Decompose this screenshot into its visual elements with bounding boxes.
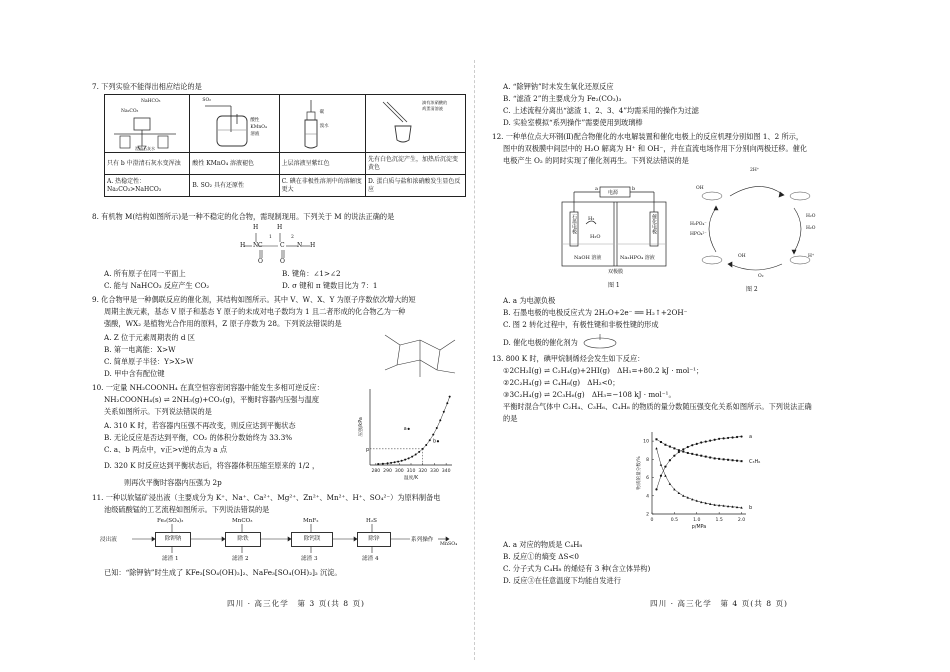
q10-option-a: A. 310 K 时，若容器内压强不再改变，则反应达到平衡状态 (104, 421, 296, 430)
flow-waste-1: 滤渣 1 (162, 556, 179, 562)
q13-x-tick-label: 2.0 (737, 518, 746, 523)
q12-figure-2 (690, 168, 820, 294)
q8-atom-h3: H (310, 242, 316, 249)
q10-y-axis-title: 压强/kPa (359, 417, 364, 437)
q13-x-tick-label: 1.5 (715, 518, 723, 523)
q7-b-label-kmno4: KMnO₄ (250, 125, 267, 130)
fig2-label-h2o1: H₂O (806, 214, 816, 219)
q7-d-label-1: 滴有浓硝酸的 (422, 100, 448, 105)
q8-option-d: D. σ 键和 π 键数目比为 7：1 (282, 281, 378, 290)
q11-option-b: B. “滤渣 2”的主要成分为 Fe₂(CO₃)₃ (503, 94, 622, 103)
q7-a-label-limewater: 澄清石灰水 (135, 146, 155, 151)
q7-b-label-so2: SO₂ (202, 98, 211, 103)
q10-data-point (408, 457, 410, 459)
q13-data-point (655, 447, 657, 449)
q13-series-label: a (749, 434, 753, 441)
q13-data-point (682, 451, 684, 453)
q10-data-point (443, 411, 445, 413)
q13-data-point (673, 447, 675, 449)
q13-data-point (709, 457, 711, 459)
q13-data-point (691, 453, 693, 455)
fig2-label-oh1: OH (696, 186, 704, 191)
flow-reagent-3: MnF₂ (303, 518, 319, 524)
q13-series-line (657, 437, 742, 490)
q11-option-c: C. 上述流程分离出“滤渣 1、2、3、4”均需采用的操作为过滤 (503, 106, 699, 115)
q7-apparatus-d-drawing (367, 96, 465, 152)
q9-line-3: 强酸，WX₂ 是植物光合作用的原料，Z 原子序数为 28。下列说法错误的是 (104, 319, 342, 328)
q10-x-tick-label: 320 (418, 469, 428, 474)
q8-option-a: A. 所有原子在同一平面上 (104, 269, 186, 278)
q13-data-point (678, 451, 680, 453)
fig2-label-h: H⁺ (808, 254, 815, 259)
flow-step-1: 除钾钠 (155, 532, 191, 547)
q10-curve (378, 397, 450, 464)
q8-structure (238, 224, 318, 268)
q10-data-point (446, 402, 448, 404)
q13-x-axis-title: p/MPa (691, 525, 707, 530)
q13-data-point (669, 459, 671, 461)
q13-data-point (682, 494, 684, 496)
q13-data-point (740, 435, 742, 437)
q10-data-point (394, 461, 396, 463)
flow-tail: 系列操作 (411, 537, 434, 543)
q9-line-1: 9. 化合物甲是一种偶联反应的催化剂，其结构如图所示。其中 V、W、X、Y 为原子序数依次增大的短 (92, 295, 416, 304)
q10-data-point (449, 396, 451, 398)
fig1-na2hpo4: Na₂HPO₄ 溶液 (620, 255, 655, 261)
q8-atom-h4: H (240, 242, 246, 249)
q7-b-label-solution: 溶液 (250, 132, 260, 137)
q13-data-point (655, 488, 657, 490)
q7-c-label-iodine: 碳 (319, 110, 325, 115)
q10-pressure-temperature-chart (356, 385, 456, 483)
q13-data-point (718, 438, 720, 440)
q9-option-b: B. 第一电离能：X>W (104, 345, 176, 354)
q10-p-label: p (366, 446, 370, 453)
flow-reagent-2: MnCO₃ (232, 518, 253, 524)
q10-data-point (418, 451, 420, 453)
q8-angle-2: 2 (291, 235, 294, 240)
q13-y-tick-label: 8 (646, 457, 649, 463)
q12-line-2: 图中的双极膜中间层中的 H₂O 解离为 H⁺ 和 OH⁻，并在直流电场作用下分别向两极迁移。催化 (503, 144, 808, 153)
q9-line-2: 周期主族元素，基态 V 原子和基态 Y 原子的未成对电子数均为 1 且二者形成的化合物乙为一种 (104, 307, 406, 316)
q7-phenomenon-c: 上层溶液呈紫红色 (279, 153, 365, 175)
q13-option-b: B. 反应①的熵变 ΔS<0 (503, 552, 579, 561)
q13-data-point (736, 460, 738, 462)
flow-waste-2: 滤渣 2 (232, 556, 249, 562)
q7-option-c: C. 碘在非极性溶剂中的溶解度更大 (279, 175, 365, 197)
fig2-label-2h: 2H⁺ (750, 168, 760, 173)
q10-data-point (415, 454, 417, 456)
q10-data-point (382, 463, 384, 465)
q13-data-point (732, 459, 734, 461)
page-fold-divider (474, 60, 475, 660)
q10-data-point (404, 459, 406, 461)
q8-atom-n1: N (253, 242, 259, 249)
q12-line-1: 12. 一种单位点大环钢(Ⅱ)配合物催化的水电解装置和催化电极上的反应机理分别如图 1、2 所示， (492, 132, 804, 141)
q7-apparatus-d (366, 95, 466, 153)
q13-option-a: A. a 对应的物质是 C₄H₈ (503, 540, 583, 549)
fig1-graphite-electrode: 石墨电极 (571, 214, 577, 234)
q11-line-2: 池级硫酸锰的工艺流程如图所示。下列说法错误的是 (104, 505, 270, 514)
q10-line-3: 关系如图所示。下列说法错误的是 (104, 407, 212, 416)
q10-x-tick-label: 330 (430, 469, 439, 474)
fig1-terminal-a: a (595, 186, 598, 192)
fig2-label-o2: O₂ (758, 274, 764, 279)
q10-data-point (425, 444, 427, 446)
q13-data-point (714, 457, 716, 459)
flow-step-3: 除钙镁 (291, 532, 333, 547)
q13-data-point (727, 459, 729, 461)
q10-data-point (387, 462, 389, 464)
q11-option-a: A. “除钾钠”时未发生氧化还原反应 (503, 82, 614, 91)
q7-phenomenon-d: 先有白色沉淀产生，加热后沉淀变黄色 (366, 153, 466, 175)
q10-data-point (436, 427, 438, 429)
fig2-label-hpo4: HPO₄²⁻ (690, 232, 707, 237)
fig1-power: 电源 (608, 190, 619, 196)
q11-line-1: 11. 一种以软锰矿浸出液（主要成分为 K⁺、Na⁺、Ca²⁺、Mg²⁺、Zn²⁺、Mn²⁺、H⁺、SO₄²⁻）为原料制备电 (92, 493, 441, 502)
q13-data-point (660, 441, 662, 443)
q10-data-point (401, 460, 403, 462)
q13-line-6: 的是 (503, 414, 518, 423)
q8-angle-1: 1 (269, 235, 272, 240)
q9-structure-diagram (375, 325, 465, 380)
q10-x-tick-label: 300 (394, 469, 404, 474)
q13-data-point (705, 440, 707, 442)
q13-y-tick-label: 10 (643, 439, 649, 445)
q13-data-point (714, 439, 716, 441)
q13-data-point (718, 458, 720, 460)
q13-data-point (709, 440, 711, 442)
q13-series-line (657, 448, 742, 507)
q13-series-line (657, 439, 742, 461)
fig2-caption: 图 2 (746, 286, 758, 293)
q13-option-c: C. 分子式为 C₄H₈ 的烯烃有 3 种(含立体异构) (503, 564, 651, 573)
q13-reaction-2: ②2C₂H₄(g) ⇌ C₄H₈(g) ΔH₂<0； (503, 378, 620, 387)
q13-data-point (673, 455, 675, 457)
fig2-label-h2o2: H₂O (806, 226, 816, 231)
q8-atom-h2: H (277, 224, 283, 231)
q13-data-point (660, 464, 662, 466)
fig1-catalytic-electrode: 催化电极 (651, 214, 657, 234)
q7-phenomenon-b: 酸性 KMnO₄ 溶液褪色 (190, 153, 279, 175)
q10-point-b-label: b (432, 438, 437, 445)
fig1-terminal-b: b (632, 186, 636, 192)
q7-table (104, 94, 466, 197)
q13-data-point (669, 483, 671, 485)
q9-option-d: D. 甲中含有配位键 (104, 369, 165, 378)
q12-option-d-catalyst-icon (580, 332, 620, 350)
flow-reagent-4: H₂S (366, 518, 377, 524)
q12-line-3: 电极产生 O₂ 的同时实现了催化剂再生。下列说法错误的是 (503, 156, 689, 165)
q13-data-point (727, 437, 729, 439)
right-footer: 四川 · 高三化学 第 4 页(共 8 页) (650, 599, 789, 608)
q13-data-point (655, 438, 657, 440)
q13-data-point (736, 436, 738, 438)
q10-x-tick-label: 340 (441, 469, 451, 474)
q10-x-tick-label: 290 (383, 469, 392, 474)
q10-x-tick-label: 310 (406, 469, 416, 474)
q10-data-point (432, 434, 434, 436)
fig1-h2: H₂ (588, 216, 595, 222)
q10-option-d-cont: 则再次平衡时容器内压强为 2p (124, 478, 222, 487)
q10-option-c: C. a、b 两点中，v正>v逆的点为 a 点 (104, 445, 228, 454)
q11-option-d: D. 实验室模拟“系列操作”需要使用到玻璃棒 (503, 118, 643, 127)
q11-flow-lines (100, 514, 460, 564)
q10-option-b: B. 无论反应是否达到平衡，CO₂ 的体积分数始终为 33.3% (104, 433, 293, 442)
q7-d-label-2: 鸡蛋清溶液 (422, 106, 443, 111)
q8-atom-c2: C (280, 242, 285, 249)
q13-data-point (723, 458, 725, 460)
q13-data-point (691, 444, 693, 446)
q10-data-point (390, 462, 392, 464)
q10-data-point (377, 463, 379, 465)
q13-data-point (664, 474, 666, 476)
flow-step-2: 除铁 (225, 532, 261, 547)
q7-a-label-nahco3: NaHCO₃ (141, 99, 161, 104)
q7-a-label-na2co3: Na₂CO₃ (121, 109, 139, 114)
fig1-h2o: H₂O (590, 234, 601, 240)
flow-waste-4: 滤渣 4 (362, 556, 379, 562)
q13-data-point (669, 446, 671, 448)
q13-data-point (705, 456, 707, 458)
q13-line-1: 13. 800 K 时，碘甲烷制烯烃会发生如下反应： (492, 354, 645, 363)
q13-data-point (700, 455, 702, 457)
q8-option-b: B. 键角：∠1>∠2 (282, 269, 341, 278)
q9-option-a: A. Z 位于元素周期表的 d 区 (104, 333, 195, 342)
q13-data-point (723, 437, 725, 439)
fig2-label-h2po4: H₂PO₄⁻ (690, 222, 707, 227)
q11-flowchart (100, 514, 460, 564)
q12-option-c: C. 图 2 转化过程中，有极性键和非极性键的形成 (503, 320, 659, 329)
q10-x-tick-label: 280 (371, 469, 381, 474)
flow-start: 浸出液 (100, 537, 117, 543)
q8-stem: 8. 有机物 M(结构如图所示)是一种不稳定的化合物，需现制现用。下列关于 M 的说法正确的是 (92, 212, 395, 221)
q7-c-label-bromine-water: 溴水 (319, 124, 329, 129)
q7-apparatus-c (279, 95, 365, 153)
q13-series-label: C₃H₆ (749, 458, 761, 465)
q7-b-label-acidic: 酸性 (250, 118, 260, 123)
q13-option-d: D. 反应③在任意温度下均能自发进行 (503, 576, 621, 585)
q11-note: 已知：“除钾钠”时生成了 KFe₃[SO₄(OH)₂]₂、NaFe₃[SO₄(OH)₂]₂ 沉淀。 (104, 568, 342, 577)
q12-option-b: B. 石墨电极的电极反应式为 2H₂O+2e⁻ ══ H₂↑+2OH⁻ (503, 308, 688, 317)
q13-reaction-1: ①2CH₃I(g) ⇌ C₂H₄(g)+2HI(g) ΔH₁=+80.2 kJ · mol⁻¹； (503, 366, 704, 375)
left-footer: 四川 · 高三化学 第 3 页(共 8 页) (227, 599, 366, 608)
q10-point-a (408, 428, 410, 430)
q8-atom-n2: N (297, 242, 303, 249)
q12-figure-1 (560, 184, 670, 294)
q8-atom-o1: O (258, 258, 263, 265)
fig2-label-oh2: OH (738, 254, 746, 259)
q13-x-tick-label: 1.0 (693, 518, 701, 523)
q7-option-b: B. SO₂ 具有还原性 (190, 175, 279, 197)
q13-y-axis-title: 物质的量分数/% (637, 456, 642, 490)
q10-point-a-label: a (403, 425, 407, 432)
q13-reaction-3: ③3C₂H₄(g) ⇌ 2C₃H₆(g) ΔH₃=−108 kJ · mol⁻¹。 (503, 390, 676, 399)
q13-data-point (700, 441, 702, 443)
q12-option-a: A. a 为电源负极 (503, 296, 556, 305)
q13-y-tick-label: 6 (646, 476, 649, 482)
fig1-membrane: 双极膜 (608, 269, 624, 275)
q10-data-point (429, 439, 431, 441)
q12-option-d: D. 催化电极的催化剂为 (503, 338, 578, 347)
q9-option-c: C. 简单原子半径：Y>X>W (104, 357, 194, 366)
q8-atom-o2: O (280, 258, 285, 265)
q10-line-1: 10. 一定量 NH₂COONH₄ 在真空恒容密闭容器中能发生多相可逆反应： (92, 383, 324, 392)
q7-phenomenon-a: 只有 b 中澄清石灰水变浑浊 (105, 153, 190, 175)
q13-line-5: 平衡时混合气体中 C₂H₄、C₃H₆、C₄H₈ 的物质的量分数随压强变化关系如图所示。下列说法正确 (503, 402, 812, 411)
q13-data-point (687, 446, 689, 448)
flow-step-4: 除锌 (357, 532, 391, 547)
q13-data-point (678, 449, 680, 451)
q10-option-d: D. 320 K 时反应达到平衡状态后，将容器体积压缩至原来的 1/2 ， (104, 461, 320, 470)
q13-data-point (741, 460, 743, 462)
q10-line-2: NH₂COONH₄(s) ⇌ 2NH₃(g)+CO₂(g)，平衡时容器内压强与温度 (104, 395, 320, 404)
q13-x-tick-label: 0.5 (670, 518, 679, 523)
q7-stem: 7. 下列实验不能得出相应结论的是 (92, 82, 202, 91)
q10-data-point (397, 461, 399, 463)
q8-atom-c1: C (258, 242, 263, 249)
q8-option-c: C. 能与 NaHCO₃ 反应产生 CO₂ (104, 281, 210, 290)
q13-mole-fraction-chart (622, 426, 782, 536)
q7-apparatus-b (190, 95, 279, 153)
q10-data-point (439, 419, 441, 421)
q13-data-point (731, 436, 733, 438)
q7-option-a: A. 热稳定性：Na₂CO₃>NaHCO₃ (105, 175, 190, 197)
q13-data-point (696, 443, 698, 445)
q13-x-tick-label: 0 (650, 518, 654, 523)
q13-data-point (664, 444, 666, 446)
flow-reagent-1: Fe₂(SO₄)₃ (157, 518, 184, 524)
flow-product: MnSO₄ (440, 542, 458, 547)
q13-data-point (696, 454, 698, 456)
q13-data-point (660, 475, 662, 477)
q13-data-point (682, 448, 684, 450)
q10-point-b (437, 440, 439, 442)
q7-option-d: D. 蛋白质与盐和浓硝酸发生显色反应 (366, 175, 466, 197)
fig1-naoh: NaOH 溶液 (574, 255, 602, 261)
q13-y-tick-label: 4 (646, 494, 649, 500)
q7-apparatus-a (105, 95, 190, 153)
q13-data-point (664, 466, 666, 468)
q10-data-point (411, 456, 413, 458)
q13-series-label: b (749, 505, 753, 512)
q13-data-point (687, 452, 689, 454)
fig2-cycle-drawing (690, 168, 820, 278)
q13-y-tick-label: 2 (646, 512, 649, 518)
q10-x-axis-title: 温度/K (403, 476, 419, 481)
fig1-caption: 图 1 (608, 282, 620, 289)
q8-atom-h1: H (253, 224, 259, 231)
flow-waste-3: 滤渣 3 (301, 556, 318, 562)
